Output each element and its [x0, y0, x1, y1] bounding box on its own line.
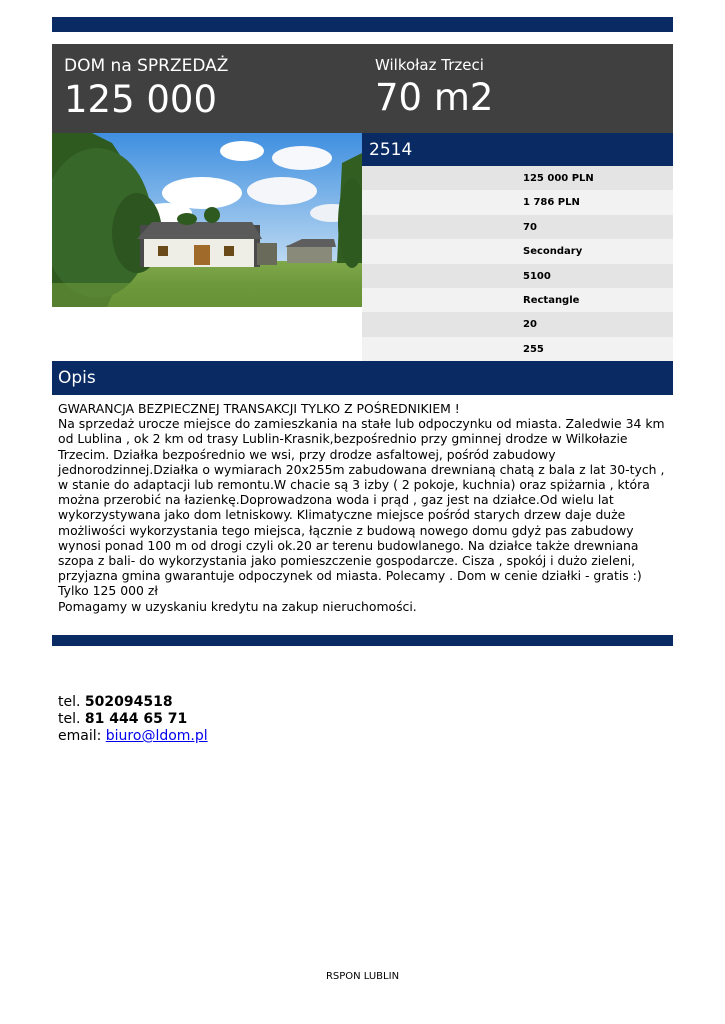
- detail-value: Rectangle: [523, 294, 580, 306]
- detail-row: [362, 215, 673, 239]
- property-location: Wilkołaz Trzeci: [375, 56, 484, 74]
- phone-number-1: 502094518: [84, 694, 173, 710]
- description-section-bar: [52, 361, 673, 395]
- detail-value: 20: [523, 319, 537, 331]
- section-title: Opis: [58, 368, 96, 388]
- description: [58, 401, 670, 614]
- phone-line-2: [58, 711, 208, 728]
- listing-header: [52, 44, 673, 133]
- footer-agency: RSPON LUBLIN: [325, 971, 400, 982]
- header-right: [375, 56, 493, 120]
- detail-row: [362, 239, 673, 263]
- detail-value: Secondary: [523, 246, 583, 258]
- email-line: [58, 728, 208, 745]
- description-credit-note: Pomagamy w uzyskaniu kredytu na zakup nieruchomości.: [58, 598, 417, 614]
- property-type: DOM na SPRZEDAŻ: [64, 56, 229, 76]
- detail-value: 5100: [523, 270, 551, 282]
- detail-value: 70: [523, 221, 537, 233]
- detail-row: [362, 337, 673, 361]
- detail-value: 255: [523, 343, 544, 355]
- detail-value: 125 000 PLN: [523, 173, 594, 184]
- listing-id-bar: [362, 133, 673, 166]
- details-table: [362, 166, 673, 361]
- property-area: 70 m2: [375, 76, 494, 119]
- detail-row: [362, 264, 673, 288]
- tel-label: tel.: [58, 711, 81, 727]
- phone-line-1: [58, 694, 208, 711]
- property-price: 125 000: [64, 78, 218, 121]
- description-price-note: Tylko 125 000 zł: [58, 583, 158, 599]
- listing-id: 2514: [369, 140, 413, 160]
- detail-value: 1 786 PLN: [523, 197, 580, 209]
- tel-label: tel.: [58, 694, 81, 710]
- bottom-divider: [52, 635, 673, 646]
- detail-row: [362, 312, 673, 336]
- header-left: [64, 56, 228, 122]
- detail-row: [362, 190, 673, 214]
- description-body: Na sprzedaż urocze miejsce do zamieszkania na stałe lub odpoczynku od miasta. Zaledwie 34 km od Lublina , ok 2 km od trasy Lublin-Krasnik,bezpośrednio przy gminnej drodze w Wilkołazie Trzecim. Działka bezpośrednio we wsi, przy drodze asfaltowej, pośród zabudowy jednorodzinnej.Działka o wymiarach 20x255m zabudowana drewnianą chatą z bala z lat 30-tych , w stanie do adaptacji lub remontu.W chacie są 3 izby ( 2 pokoje, kuchnia) oraz spiżarnia , która można przerobić na łazienkę.Doprowadzona woda i prąd , gaz jest na działce.Od wielu lat wykorzystywana jako dom letniskowy. Klimatyczne miejsce pośród starych drzew daje duże możliwości wykorzystania tego miejsca, łącznie z budową nowego domu gdyż pas zabudowy wynosi ponad 100 m od drogi czyli ok.20 ar terenu budowlanego. Na działce także drewniana szopa z bali- do wykorzystania jako pomieszczenie gospodarcze. Cisza , spokój i dużo zieleni, przyjazna gmina gwarantuje odpoczynek od miasta. Polecamy . Dom w cenie działki - gratis :): [58, 416, 665, 584]
- email-link[interactable]: biuro@ldom.pl: [105, 728, 208, 744]
- top-divider: [52, 17, 673, 32]
- property-photo: [52, 133, 362, 307]
- detail-row: [362, 288, 673, 312]
- email-label: email:: [58, 728, 102, 744]
- contact-block: [58, 694, 208, 745]
- description-headline: GWARANCJA BEZPIECZNEJ TRANSAKCJI TYLKO Z POŚREDNIKIEM !: [58, 401, 460, 416]
- detail-row: [362, 166, 673, 190]
- phone-number-2: 81 444 65 71: [84, 711, 188, 727]
